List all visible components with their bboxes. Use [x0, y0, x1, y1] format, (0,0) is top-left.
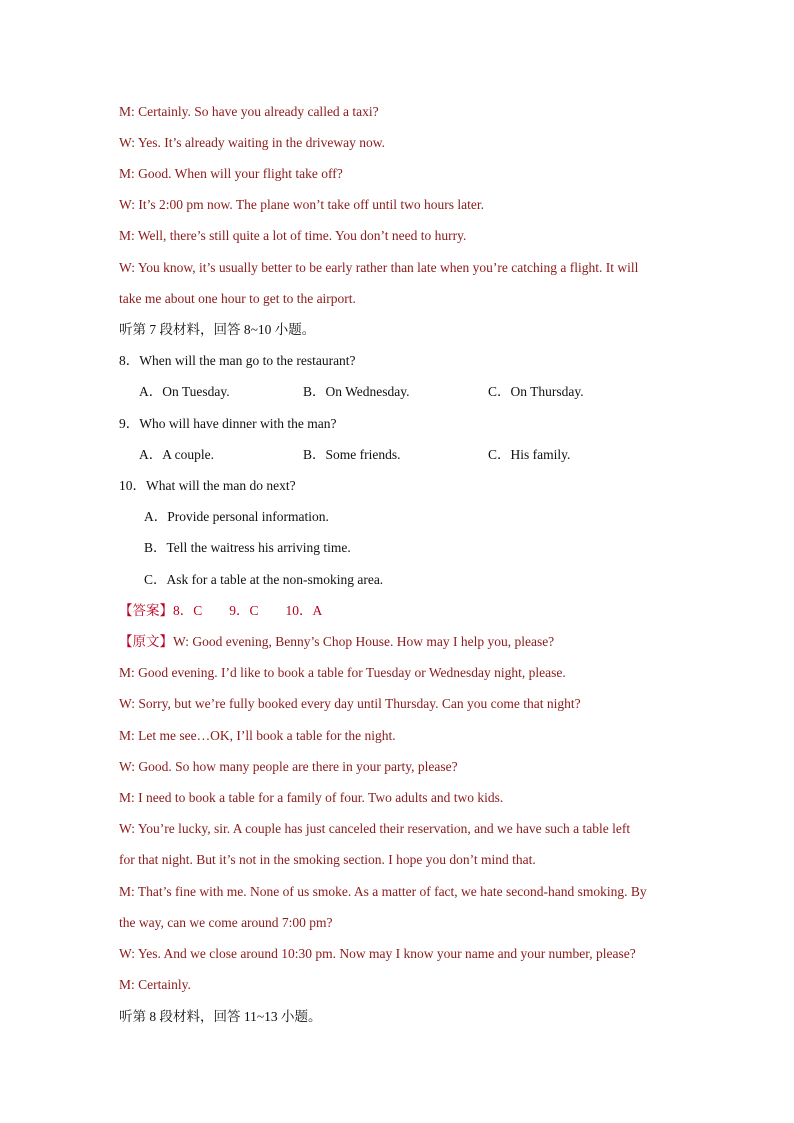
option-c: C．His family.: [488, 447, 571, 462]
option-a: A．A couple.: [139, 447, 214, 462]
option-c: C．On Thursday.: [488, 384, 584, 399]
answer-line: [119, 602, 322, 620]
dialog-line: take me about one hour to get to the airport.: [119, 291, 356, 306]
section-heading: 听第 7 段材料，回答 8~10 小题。: [119, 322, 316, 337]
option-c: C．Ask for a table at the non-smoking area.: [144, 572, 384, 587]
option-b: B．On Wednesday.: [303, 384, 410, 399]
dialog-line: M: Certainly. So have you already called a taxi?: [119, 104, 379, 119]
transcript-line: W: Sorry, but we’re fully booked every day until Thursday. Can you come that night?: [119, 696, 581, 711]
transcript-line: M: That’s fine with me. None of us smoke. As a matter of fact, we hate second-hand smoking. By: [119, 884, 647, 899]
answer-text: 8．C 9．C 10．A: [173, 603, 323, 618]
transcript-tag: 【原文】: [119, 634, 173, 649]
dialog-line: W: Yes. It’s already waiting in the driveway now.: [119, 135, 385, 150]
question-stem: 8．When will the man go to the restaurant?: [119, 353, 356, 368]
dialog-line: M: Good. When will your flight take off?: [119, 166, 343, 181]
option-a: A．On Tuesday.: [139, 384, 230, 399]
option-a: A．Provide personal information.: [144, 509, 329, 524]
section-heading: 听第 8 段材料，回答 11~13 小题。: [119, 1009, 322, 1024]
transcript-line: W: Yes. And we close around 10:30 pm. Now may I know your name and your number, please?: [119, 946, 636, 961]
transcript-text: W: Good evening, Benny’s Chop House. How may I help you, please?: [173, 634, 555, 649]
answer-tag: 【答案】: [119, 603, 173, 618]
dialog-line: W: It’s 2:00 pm now. The plane won’t take off until two hours later.: [119, 197, 484, 212]
transcript-first-line: [119, 633, 554, 651]
transcript-line: W: Good. So how many people are there in your party, please?: [119, 759, 458, 774]
question-stem: 9．Who will have dinner with the man?: [119, 416, 337, 431]
question-stem: 10．What will the man do next?: [119, 478, 296, 493]
dialog-line: M: Well, there’s still quite a lot of time. You don’t need to hurry.: [119, 228, 467, 243]
transcript-line: for that night. But it’s not in the smoking section. I hope you don’t mind that.: [119, 852, 536, 867]
transcript-line: M: I need to book a table for a family of four. Two adults and two kids.: [119, 790, 504, 805]
transcript-line: M: Certainly.: [119, 977, 191, 992]
option-b: B．Some friends.: [303, 447, 401, 462]
transcript-line: M: Let me see…OK, I’ll book a table for the night.: [119, 728, 396, 743]
transcript-line: W: You’re lucky, sir. A couple has just canceled their reservation, and we have such a table left: [119, 821, 631, 836]
option-b: B．Tell the waitress his arriving time.: [144, 540, 351, 555]
transcript-line: M: Good evening. I’d like to book a table for Tuesday or Wednesday night, please.: [119, 665, 566, 680]
dialog-line: W: You know, it’s usually better to be early rather than late when you’re catching a flight. It will: [119, 260, 639, 275]
transcript-line: the way, can we come around 7:00 pm?: [119, 915, 333, 930]
